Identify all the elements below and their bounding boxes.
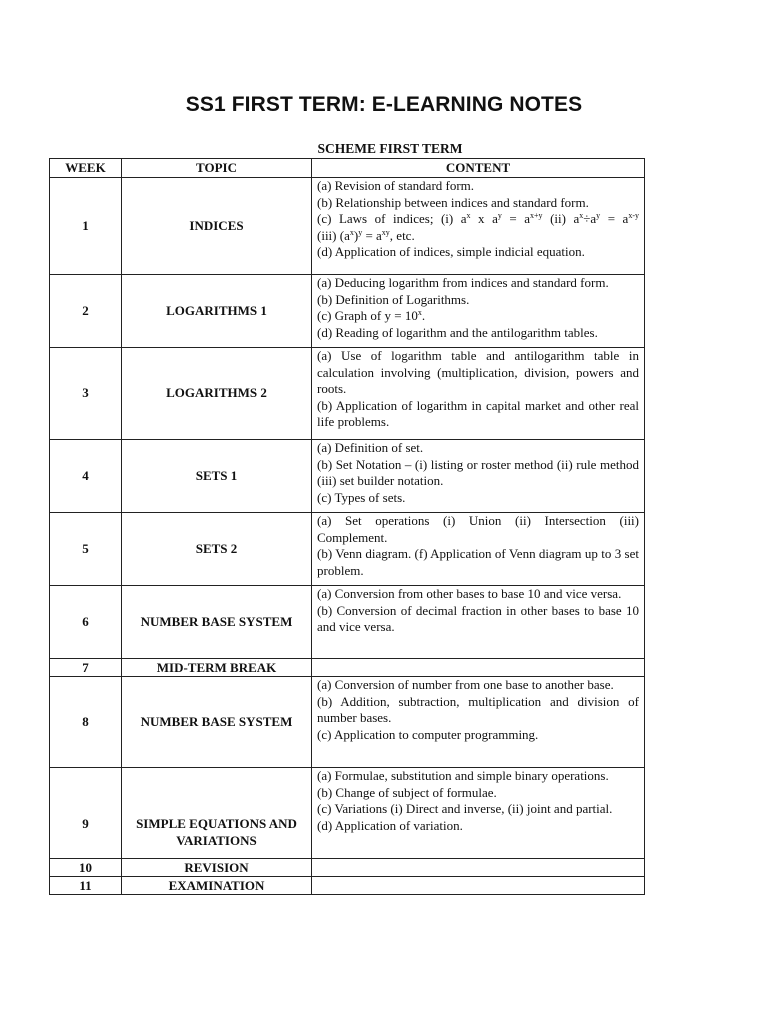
topic-cell: LOGARITHMS 2 (122, 348, 312, 440)
content-cell (312, 768, 645, 859)
content-cell (312, 677, 645, 768)
content-line: (a) Conversion of number from one base to another base. (317, 677, 614, 692)
content-line: (a) Formulae, substitution and simple binary operations. (317, 768, 609, 783)
week-cell: 3 (50, 348, 122, 440)
table-row (50, 677, 645, 768)
content-line: (a) Conversion from other bases to base 10 and vice versa. (317, 586, 622, 601)
topic-cell: SIMPLE EQUATIONS AND VARIATIONS (122, 768, 312, 859)
content-line: (c) Variations (i) Direct and inverse, (ii) joint and partial. (317, 801, 613, 816)
week-cell: 7 (50, 659, 122, 677)
table-row (50, 275, 645, 348)
week-cell: 10 (50, 859, 122, 877)
content-cell (312, 348, 645, 440)
table-row (50, 859, 645, 877)
content-line: (c) Types of sets. (317, 489, 406, 505)
scheme-table (49, 158, 645, 895)
topic-cell: MID-TERM BREAK (122, 659, 312, 677)
content-line: (a) Revision of standard form. (317, 178, 475, 193)
content-line: (b) Relationship between indices and standard form. (317, 194, 589, 210)
content-line: (b) Addition, subtraction, multiplication and division of number bases. (317, 693, 639, 725)
table-row (50, 768, 645, 859)
week-cell: 2 (50, 275, 122, 348)
content-line: (b) Venn diagram. (f) Application of Venn diagram up to 3 set problem. (317, 546, 639, 578)
content-line: (b) Set Notation – (i) listing or roster method (ii) rule method (iii) set builder notation. (317, 456, 639, 488)
content-line: (a) Definition of set. (317, 440, 424, 455)
week-cell: 4 (50, 440, 122, 513)
content-cell (312, 178, 645, 275)
content-line: (d) Application of variation. (317, 817, 463, 833)
table-row (50, 586, 645, 659)
content-cell (312, 275, 645, 348)
table-row (50, 440, 645, 513)
week-cell: 8 (50, 677, 122, 768)
week-cell: 6 (50, 586, 122, 659)
content-cell (312, 877, 645, 895)
topic-cell: REVISION (122, 859, 312, 877)
content-cell (312, 586, 645, 659)
table-row (50, 513, 645, 586)
laws-of-indices-line: (c) Laws of indices; (i) $a^x$ x $a^y = a^{x+y}$ (ii) $a^x\div a^y = a^{x-y}$ (317, 211, 640, 226)
table-header-row (50, 159, 645, 178)
content-cell (312, 440, 645, 513)
content-line: (c) Application to computer programming. (317, 726, 539, 742)
topic-cell: SETS 2 (122, 513, 312, 586)
content-line: (b) Change of subject of formulae. (317, 784, 497, 800)
content-line: (d) Application of indices, simple indicial equation. (317, 244, 585, 259)
table-row (50, 659, 645, 677)
header-week: WEEK (50, 159, 122, 178)
week-cell: 1 (50, 178, 122, 275)
topic-cell: LOGARITHMS 1 (122, 275, 312, 348)
week-cell: 5 (50, 513, 122, 586)
topic-cell: NUMBER BASE SYSTEM (122, 677, 312, 768)
week-cell: 11 (50, 877, 122, 895)
table-row (50, 348, 645, 440)
header-topic: TOPIC (122, 159, 312, 178)
header-content: CONTENT (312, 159, 645, 178)
content-cell (312, 859, 645, 877)
laws-of-indices-line-2: (iii) $(a^x)^y = a^{xy}$, etc. (317, 227, 415, 243)
content-line: (b) Definition of Logarithms. (317, 291, 470, 307)
table-row (50, 877, 645, 895)
week-cell: 9 (50, 768, 122, 859)
content-cell (312, 513, 645, 586)
content-line: (a) Set operations (i) Union (ii) Intersection (iii) Complement. (317, 513, 639, 545)
topic-cell: SETS 1 (122, 440, 312, 513)
content-line: (b) Application of logarithm in capital market and other real life problems. (317, 397, 639, 429)
content-line: (b) Conversion of decimal fraction in other bases to base 10 and vice versa. (317, 602, 639, 634)
page-title: SS1 FIRST TERM: E-LEARNING NOTES (185, 93, 583, 116)
content-line: (d) Reading of logarithm and the antilogarithm tables. (317, 324, 598, 340)
topic-cell: EXAMINATION (122, 877, 312, 895)
content-cell (312, 659, 645, 677)
graph-line: (c) Graph of $y = 10^x$. (317, 308, 426, 323)
table-row (50, 178, 645, 275)
table-caption: SCHEME FIRST TERM (317, 141, 463, 156)
topic-cell: INDICES (122, 178, 312, 275)
content-line: (a) Use of logarithm table and antilogarithm table in calculation involving (multiplication, division, powers and roots. (317, 348, 639, 396)
topic-cell: NUMBER BASE SYSTEM (122, 586, 312, 659)
content-line: (a) Deducing logarithm from indices and standard form. (317, 275, 609, 290)
